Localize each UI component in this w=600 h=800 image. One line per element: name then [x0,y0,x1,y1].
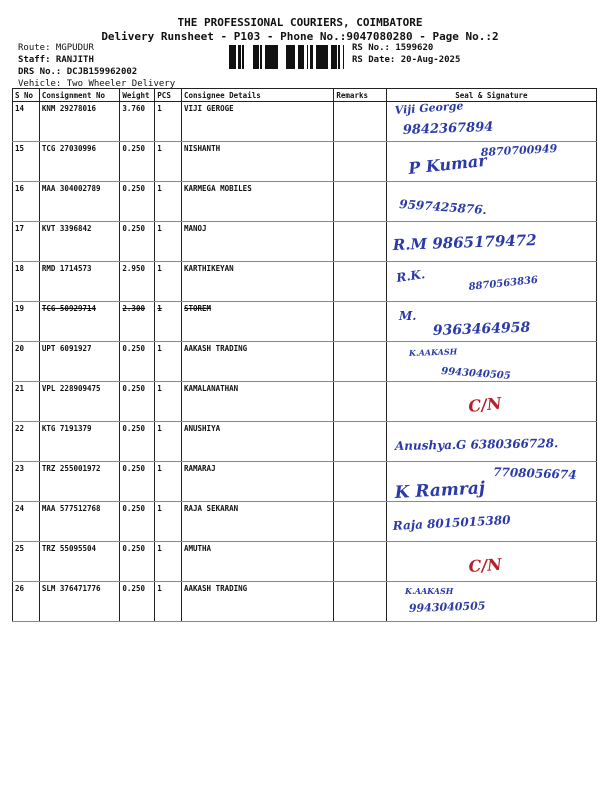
barcode-bar [338,45,340,69]
handwritten-signature [389,422,597,460]
row-remarks [334,462,386,502]
signature-ink-text: 8870700949 [480,142,558,159]
barcode-bar [331,45,332,69]
row-sno: 24 [13,502,40,542]
signature-ink-text: C/N [467,554,503,576]
barcode-bar [316,45,319,69]
row-weight: 3.760 [120,102,155,142]
row-remarks [334,502,386,542]
barcode-bar [322,45,325,69]
row-weight: 0.250 [120,182,155,222]
row-consignee: RAMARAJ [181,462,333,502]
barcode-bar [292,45,295,69]
handwritten-signature [389,302,597,340]
row-signature [386,262,596,302]
barcode-bar [272,45,274,69]
signature-ink-text: 7708056674 [492,465,577,482]
handwritten-signature [389,262,597,300]
row-consignment-no: KNM 29278016 [39,102,120,142]
row-consignee: AAKASH TRADING [181,342,333,382]
barcode-bar [332,45,334,69]
row-sno: 17 [13,222,40,262]
signature-ink-text: 9597425876. [398,197,488,218]
row-sno: 26 [13,582,40,622]
row-weight: 0.250 [120,422,155,462]
barcode-bar [302,45,304,69]
meta-right [352,42,460,66]
barcode-bar [274,45,277,69]
table-row [13,422,597,462]
handwritten-signature [389,99,597,140]
row-pcs: 1 [155,462,182,502]
col-signature: Seal & Signature [386,89,596,102]
signature-ink-text: P Kumar [407,150,488,178]
signature-ink-text: M. [398,309,417,323]
row-signature [386,542,596,582]
table-row [13,542,597,582]
row-sno: 18 [13,262,40,302]
barcode-bar [286,45,289,69]
row-signature [386,182,596,222]
signature-ink-text: R.K. [395,267,426,285]
vehicle-label: Vehicle: Two Wheeler Delivery [18,79,176,89]
barcode-bar [266,45,268,69]
row-signature [386,142,596,182]
row-consignment-no: VPL 228909475 [39,382,120,422]
barcode-bar [253,45,254,69]
table-row [13,582,597,622]
row-remarks [334,542,386,582]
barcode-bar [232,45,235,69]
row-weight: 0.250 [120,502,155,542]
row-sno: 14 [13,102,40,142]
row-pcs: 1 [155,422,182,462]
row-signature [386,302,596,342]
table-row [13,342,597,382]
row-signature [386,582,596,622]
row-weight: 0.250 [120,462,155,502]
row-signature [386,462,596,502]
handwritten-signature [389,382,597,420]
row-pcs: 1 [155,142,182,182]
row-weight: 0.250 [120,382,155,422]
rs-number: RS No.: 1599620 [352,43,434,53]
table-row [13,262,597,302]
barcode-bar [290,45,292,69]
barcode-bar [320,45,322,69]
barcode-bar [307,45,308,69]
row-consignee: ANUSHIYA [181,422,333,462]
row-consignee: NISHANTH [181,142,333,182]
table-header-row [13,89,597,102]
signature-ink-text: 9363464958 [432,319,531,339]
barcode-bar [289,45,290,69]
barcode-bar [229,45,230,69]
row-consignee: KARMEGA MOBILES [181,182,333,222]
signature-ink-text: K.AAKASH [408,346,458,358]
table-row [13,502,597,542]
company-title: THE PROFESSIONAL COURIERS, COIMBATORE [177,16,423,29]
signature-ink-text: K.AAKASH [404,586,454,596]
handwritten-signature [389,342,597,380]
barcode-bar [230,45,232,69]
barcode-bar [301,45,302,69]
handwritten-signature [389,462,597,503]
barcode-bar [268,45,271,69]
signature-ink-text: Viji George [394,99,464,117]
delivery-table [12,88,597,622]
table-row [13,302,597,342]
row-pcs: 1 [155,182,182,222]
row-pcs: 1 [155,262,182,302]
row-consignment-no: RMD 1714573 [39,262,120,302]
row-remarks [334,182,386,222]
row-consignee: KARTHIKEYAN [181,262,333,302]
col-sno: S No [13,89,40,102]
meta-left [18,42,175,90]
table-row [13,102,597,142]
handwritten-signature [389,222,597,260]
col-weight: Weight [120,89,155,102]
row-sno: 25 [13,542,40,582]
row-pcs: 1 [155,342,182,382]
row-sno: 15 [13,142,40,182]
drs-label: DRS No.: DCJB159962002 [18,67,138,77]
row-consignment-no: TRZ 255001972 [39,462,120,502]
row-consignment-no: TRZ 55095504 [39,542,120,582]
row-pcs: 1 [155,582,182,622]
row-consignee: STOREM [181,302,333,342]
table-row [13,142,597,182]
row-signature [386,422,596,462]
row-pcs: 1 [155,542,182,582]
barcode-bar [256,45,259,69]
barcode-bar [319,45,320,69]
barcode-bar [343,45,344,69]
row-consignment-no: KTG 7191379 [39,422,120,462]
table-row [13,222,597,262]
row-consignee: VIJI GEROGE [181,102,333,142]
row-remarks [334,142,386,182]
row-weight: 2.950 [120,262,155,302]
row-weight: 0.250 [120,542,155,582]
row-weight: 0.250 [120,142,155,182]
row-signature [386,222,596,262]
staff-label: Staff: RANJITH [18,55,94,65]
row-remarks [334,302,386,342]
barcode-bar [238,45,241,69]
barcode-bar [242,45,244,69]
row-remarks [334,422,386,462]
barcode-bar [277,45,278,69]
row-consignment-no: MAA 304002789 [39,182,120,222]
barcode-bar [260,45,262,69]
row-sno: 21 [13,382,40,422]
row-sno: 16 [13,182,40,222]
row-signature [386,382,596,422]
row-remarks [334,222,386,262]
barcode-bar [298,45,301,69]
row-consignment-no: TCG 27030996 [39,142,120,182]
row-weight: 0.250 [120,582,155,622]
col-pcs: PCS [155,89,182,102]
row-pcs: 1 [155,382,182,422]
barcode [226,45,344,69]
signature-ink-text: 8870563836 [467,274,539,293]
row-remarks [334,102,386,142]
row-consignment-no: SLM 376471776 [39,582,120,622]
row-weight: 0.250 [120,342,155,382]
signature-ink-text: R.M 9865179472 [392,230,537,254]
signature-ink-text: 9943040505 [408,599,486,615]
col-consignee: Consignee Details [181,89,333,102]
signature-ink-text: K Ramraj [394,478,486,503]
signature-ink-text: Raja 8015015380 [392,512,511,533]
handwritten-signature [389,142,597,180]
table-row [13,462,597,502]
signature-ink-text: Anushya.G 6380366728. [394,436,559,453]
table-row [13,182,597,222]
rs-date: RS Date: 20-Aug-2025 [352,55,461,65]
row-sno: 19 [13,302,40,342]
row-weight: 0.250 [120,222,155,262]
barcode-bar [254,45,256,69]
row-consignee: KAMALANATHAN [181,382,333,422]
row-consignment-no: TCG 50929714 [39,302,120,342]
row-weight: 2.300 [120,302,155,342]
row-remarks [334,262,386,302]
barcode-bar [326,45,328,69]
barcode-bar [310,45,313,69]
barcode-bar [265,45,266,69]
row-consignment-no: KVT 3396842 [39,222,120,262]
row-signature [386,99,596,142]
row-remarks [334,382,386,422]
row-sno: 20 [13,342,40,382]
route-label: Route: MGPUDUR [18,43,94,53]
row-remarks [334,582,386,622]
row-remarks [334,342,386,382]
row-consignment-no: MAA 577512768 [39,502,120,542]
row-signature [386,342,596,382]
row-sno: 23 [13,462,40,502]
barcode-bar [235,45,236,69]
handwritten-signature [389,582,597,620]
row-signature [386,502,596,542]
row-pcs: 1 [155,222,182,262]
handwritten-signature [389,542,597,580]
row-pcs: 1 [155,102,182,142]
barcode-bar [325,45,326,69]
row-consignment-no: UPT 6091927 [39,342,120,382]
row-consignee: MANOJ [181,222,333,262]
signature-ink-text: C/N [467,393,503,416]
row-consignee: AMUTHA [181,542,333,582]
col-remarks: Remarks [334,89,386,102]
handwritten-signature [389,182,597,220]
row-consignee: AAKASH TRADING [181,582,333,622]
barcode-bar [334,45,337,69]
runsheet-subtitle: Delivery Runsheet - P103 - Phone No.:9047080280 - Page No.:2 [101,30,499,43]
table-row [13,382,597,422]
handwritten-signature [389,502,597,540]
row-sno: 22 [13,422,40,462]
row-consignee: RAJA SEKARAN [181,502,333,542]
barcode-bar [271,45,272,69]
signature-ink-text: 9842367894 [402,119,494,138]
row-pcs: 1 [155,302,182,342]
signature-ink-text: 9943040505 [440,366,511,382]
col-consignment: Consignment No [39,89,120,102]
row-pcs: 1 [155,502,182,542]
